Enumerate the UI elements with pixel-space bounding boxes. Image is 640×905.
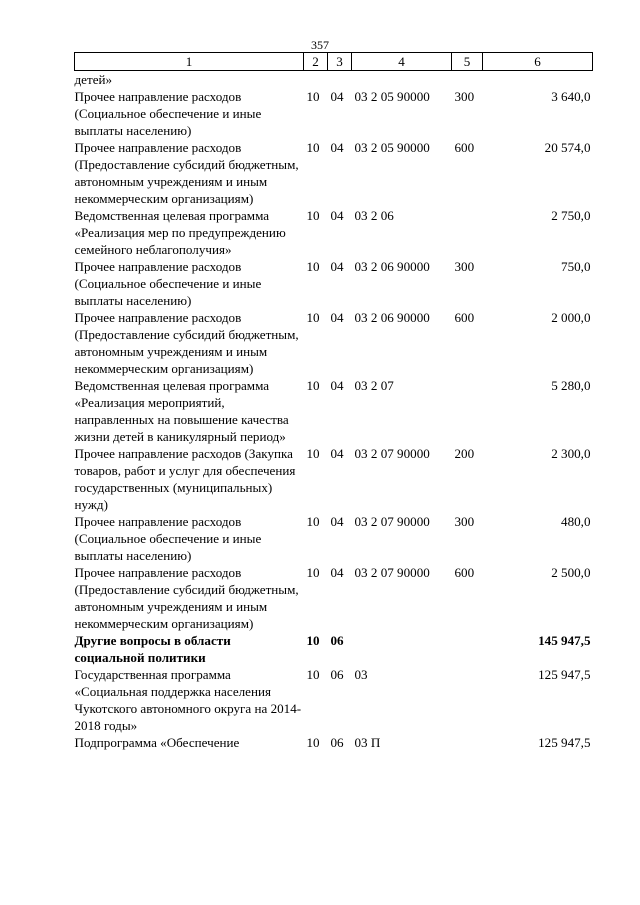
row-expense-type-cell: 200	[454, 446, 475, 461]
row-subsection-cell: 04	[330, 378, 344, 393]
row-expense-type-cell: 600	[454, 140, 475, 155]
row-expense-type-cell: 600	[454, 565, 475, 580]
row-section-cell: 10	[306, 633, 320, 648]
row-name-cell: Прочее направление расходов (Социальное обеспечение и иные выплаты населению)	[74, 89, 262, 138]
table-row	[75, 71, 593, 89]
row-amount-cell: 20 574,0	[544, 140, 591, 155]
row-expense-type-cell	[452, 71, 483, 89]
column-header-name: 1	[75, 53, 304, 71]
row-subsection-cell: 04	[330, 259, 344, 274]
row-name-cell: Государственная программа «Социальная поддержка населения Чукотского автономного округа на 2014-2018 годы»	[74, 667, 302, 733]
row-section-cell: 10	[306, 735, 320, 750]
row-name-cell: Прочее направление расходов (Предоставление субсидий бюджетным, автономным учреждениям и иным некоммерческим организациям)	[74, 565, 299, 631]
row-amount-cell	[483, 71, 593, 89]
row-name-cell: Прочее направление расходов (Закупка товаров, работ и услуг для обеспечения государственных (муниципальных) нужд)	[74, 446, 296, 512]
row-amount-cell: 2 000,0	[551, 310, 591, 325]
row-expense-type-cell: 300	[454, 259, 475, 274]
row-target-code-cell: 03 П	[354, 735, 381, 750]
row-name-cell: Другие вопросы в области социальной политики	[74, 633, 231, 665]
table-row	[75, 139, 593, 207]
row-amount-cell: 145 947,5	[538, 633, 591, 648]
row-subsection-cell: 04	[330, 565, 344, 580]
row-name-cell: Прочее направление расходов (Социальное обеспечение и иные выплаты населению)	[74, 259, 262, 308]
row-name-cell: детей»	[74, 72, 113, 87]
row-expense-type-cell	[452, 734, 483, 751]
table-row	[75, 207, 593, 258]
row-target-code-cell: 03 2 07 90000	[354, 565, 430, 580]
row-target-code-cell: 03 2 06 90000	[354, 310, 430, 325]
row-subsection-cell: 04	[330, 446, 344, 461]
table-row	[75, 445, 593, 513]
table-row	[75, 513, 593, 564]
table-header-row	[75, 53, 593, 71]
row-section-cell: 10	[306, 667, 320, 682]
row-target-code-cell: 03 2 05 90000	[354, 140, 430, 155]
row-subsection-cell	[328, 71, 352, 89]
row-name-cell: Прочее направление расходов (Социальное обеспечение и иные выплаты населению)	[74, 514, 262, 563]
row-target-code-cell	[352, 71, 452, 89]
row-amount-cell: 750,0	[561, 259, 591, 274]
row-name-cell: Ведомственная целевая программа «Реализация мер по предупреждению семейного неблагополучия»	[74, 208, 286, 257]
table-row	[75, 666, 593, 734]
table-row	[75, 88, 593, 139]
table-header	[75, 53, 593, 71]
row-section-cell: 10	[306, 140, 320, 155]
row-target-code-cell: 03 2 06	[354, 208, 394, 223]
table-row	[75, 632, 593, 666]
row-expense-type-cell: 300	[454, 89, 475, 104]
row-name-cell: Ведомственная целевая программа «Реализация мероприятий, направленных на повышение качества жизни детей в каникулярный период»	[74, 378, 289, 444]
table-row	[75, 377, 593, 445]
column-header-section: 2	[304, 53, 328, 71]
row-target-code-cell: 03 2 07 90000	[354, 446, 430, 461]
row-target-code-cell: 03 2 07 90000	[354, 514, 430, 529]
row-target-code-cell: 03	[354, 667, 368, 682]
row-name-cell: Прочее направление расходов (Предоставление субсидий бюджетным, автономным учреждениям и иным некоммерческим организациям)	[74, 310, 299, 376]
row-target-code-cell: 03 2 05 90000	[354, 89, 430, 104]
row-subsection-cell: 04	[330, 514, 344, 529]
row-target-code-cell: 03 2 06 90000	[354, 259, 430, 274]
row-amount-cell: 2 300,0	[551, 446, 591, 461]
row-subsection-cell: 06	[330, 735, 344, 750]
table-body	[75, 71, 593, 752]
column-header-amount: 6	[483, 53, 593, 71]
column-header-target-code: 4	[352, 53, 452, 71]
column-header-expense-type: 5	[452, 53, 483, 71]
row-subsection-cell: 04	[330, 310, 344, 325]
row-amount-cell: 125 947,5	[538, 667, 591, 682]
table-row	[75, 309, 593, 377]
table-row	[75, 734, 593, 751]
row-subsection-cell: 04	[330, 89, 344, 104]
column-header-subsection: 3	[328, 53, 352, 71]
page-number: 357	[311, 38, 329, 52]
row-target-code-cell	[352, 632, 452, 666]
row-section-cell: 10	[306, 259, 320, 274]
row-expense-type-cell	[452, 632, 483, 666]
row-section-cell: 10	[306, 310, 320, 325]
table-row	[75, 258, 593, 309]
row-subsection-cell: 04	[330, 208, 344, 223]
row-subsection-cell: 06	[330, 633, 344, 648]
row-section-cell: 10	[306, 514, 320, 529]
budget-table	[74, 52, 593, 751]
row-section-cell: 10	[306, 89, 320, 104]
row-name-cell: Прочее направление расходов (Предоставление субсидий бюджетным, автономным учреждениям и иным некоммерческим организациям)	[74, 140, 299, 206]
row-section-cell: 10	[306, 208, 320, 223]
row-amount-cell: 2 750,0	[551, 208, 591, 223]
row-expense-type-cell	[452, 207, 483, 258]
row-amount-cell: 5 280,0	[551, 378, 591, 393]
row-section-cell: 10	[306, 565, 320, 580]
row-expense-type-cell	[452, 377, 483, 445]
row-target-code-cell: 03 2 07	[354, 378, 394, 393]
table-row	[75, 564, 593, 632]
row-section-cell: 10	[306, 378, 320, 393]
row-amount-cell: 2 500,0	[551, 565, 591, 580]
row-amount-cell: 3 640,0	[551, 89, 591, 104]
row-subsection-cell: 04	[330, 140, 344, 155]
row-section-cell	[304, 71, 328, 89]
row-amount-cell: 480,0	[561, 514, 591, 529]
row-expense-type-cell: 300	[454, 514, 475, 529]
row-name-cell: Подпрограмма «Обеспечение	[74, 735, 240, 750]
row-expense-type-cell: 600	[454, 310, 475, 325]
row-amount-cell: 125 947,5	[538, 735, 591, 750]
row-expense-type-cell	[452, 666, 483, 734]
row-subsection-cell: 06	[330, 667, 344, 682]
row-section-cell: 10	[306, 446, 320, 461]
